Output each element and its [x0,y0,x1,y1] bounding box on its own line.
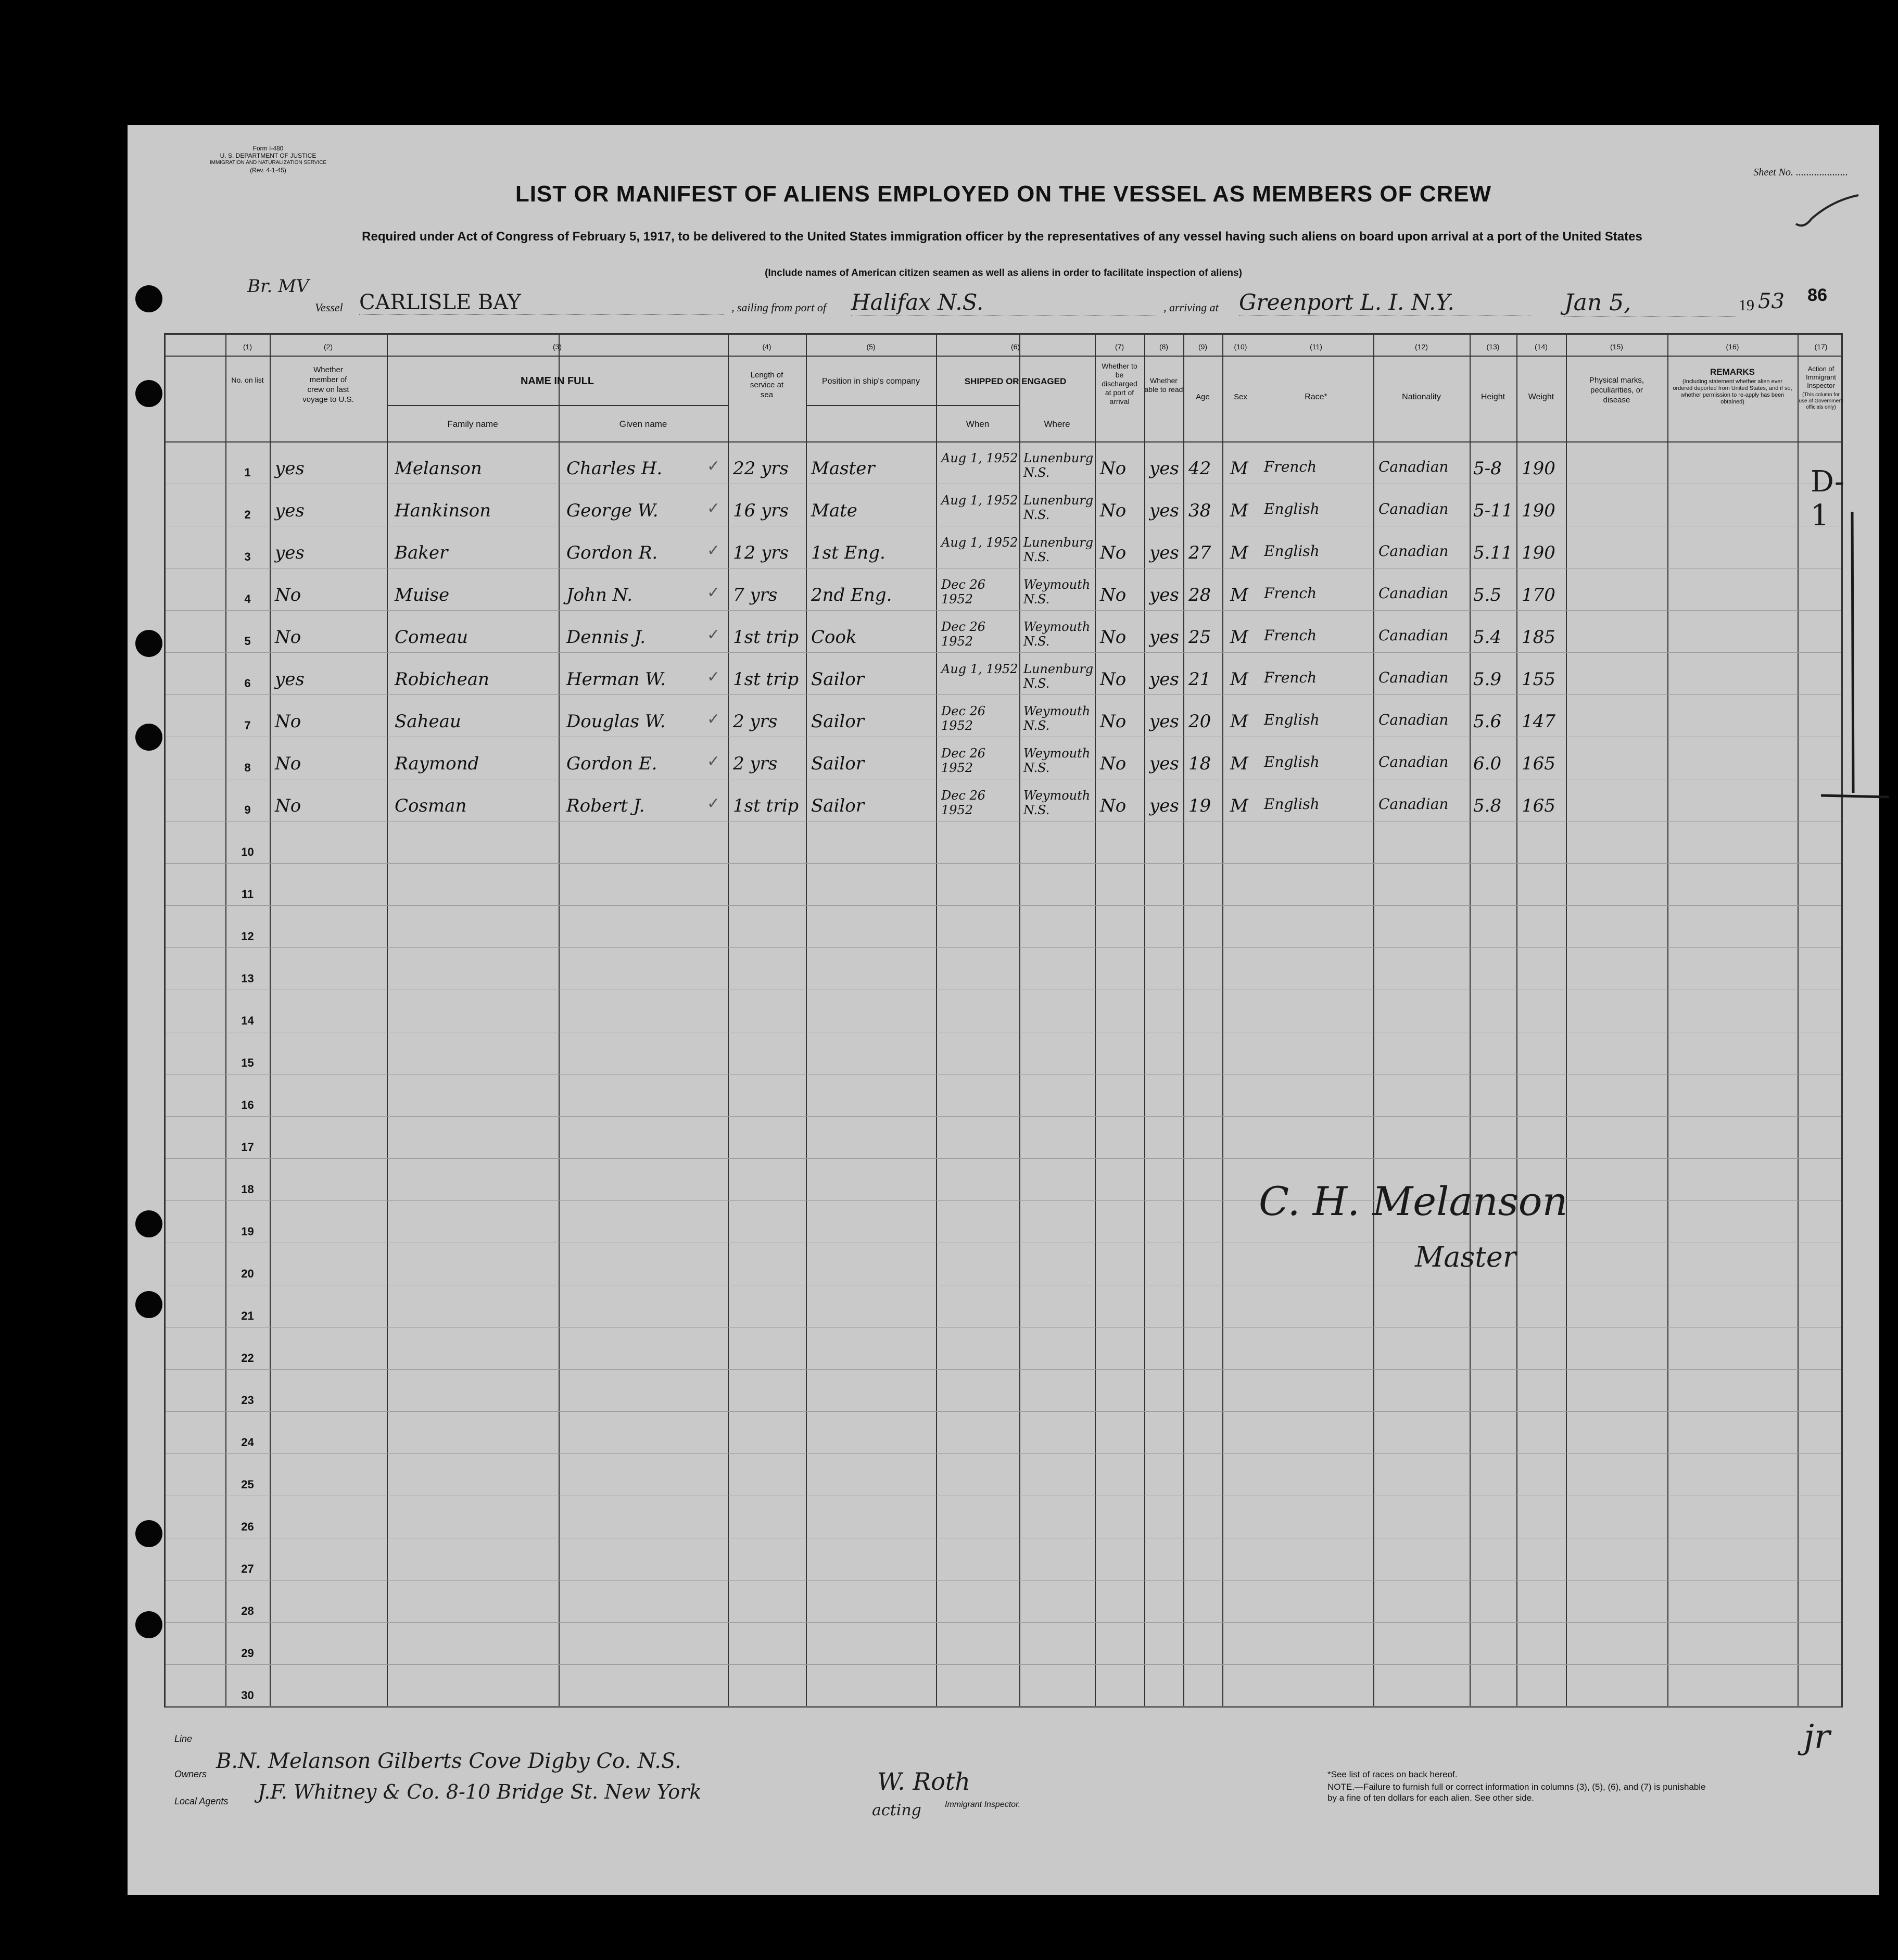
cell-discharged: No [1100,458,1127,479]
sailing-label: , sailing from port of [731,301,826,314]
punch-hole [135,1291,162,1318]
cell-last-voyage: No [275,585,301,605]
cell-discharged: No [1100,627,1127,648]
row-number: 22 [241,1351,254,1364]
row-number: 10 [241,845,254,858]
cell-discharged: No [1100,753,1127,774]
col-label-age: Age [1196,393,1210,401]
cell-position: 2nd Eng. [811,585,892,605]
col-label-where: Where [1044,419,1070,429]
cell-family: Cosman [395,795,467,816]
row-rule [166,610,1841,611]
col-label-given: Given name [619,419,667,429]
row-number: 2 [244,508,251,521]
sheet-number-field: Sheet No. .................... [1753,167,1848,178]
row-number: 1 [244,466,251,479]
cell-service: 2 yrs [733,711,778,732]
col-label-discharged: Whether to be discharged at port of arrival [1102,362,1137,406]
row-number: 8 [244,761,251,774]
cell-position: Sailor [811,795,865,816]
form-identifier [159,145,377,174]
cell-family: Comeau [395,627,469,648]
cell-height: 5.8 [1473,795,1502,816]
cell-height: 6.0 [1473,753,1502,774]
cell-read: yes [1149,669,1179,690]
cell-age: 21 [1188,669,1211,690]
cell-family: Saheau [395,711,461,732]
cell-family: Baker [395,542,448,563]
cell-weight: 185 [1522,627,1555,648]
cell-last-voyage: No [275,753,301,774]
row-rule [166,652,1841,653]
col-num: (2) [323,343,333,351]
col-label-height: Height [1481,393,1505,401]
row-rule [166,1622,1841,1623]
cell-height: 5.5 [1473,585,1502,605]
cell-last-voyage: yes [275,542,305,563]
cell-sex: M [1230,500,1248,521]
cell-race: French [1264,458,1317,475]
col-num: (3) [552,343,562,351]
cell-read: yes [1149,585,1179,605]
cell-sex: M [1230,753,1248,774]
master-title: Master [1415,1241,1516,1273]
row-number: 7 [244,719,251,732]
cell-read: yes [1149,795,1179,816]
cell-race: French [1264,669,1317,686]
arrival-year: 53 [1758,289,1785,313]
cell-nationality: Canadian [1378,542,1449,560]
row-number: 29 [241,1647,254,1660]
checkmark-icon: ✓ [707,794,720,813]
checkmark-icon: ✓ [707,541,720,560]
cell-position: Cook [811,627,857,648]
punch-hole [135,285,162,312]
agents-value: J.F. Whitney & Co. 8-10 Bridge St. New York [258,1780,702,1803]
cell-service: 12 yrs [733,542,789,563]
cell-age: 25 [1188,627,1211,648]
cell-weight: 170 [1522,585,1555,605]
cell-family: Raymond [395,753,479,774]
row-number: 11 [241,888,254,901]
punch-hole [135,1520,162,1547]
corner-initials: jr [1804,1718,1830,1756]
cell-race: English [1264,795,1320,813]
inspector-bracket [1816,512,1898,803]
cell-position: Sailor [811,669,865,690]
cell-height: 5.9 [1473,669,1502,690]
cell-given: Robert J. [566,795,645,816]
col-label-shipped: SHIPPED OR ENGAGED [964,376,1067,386]
cell-read: yes [1149,711,1179,732]
col-num: (7) [1115,343,1124,351]
cell-read: yes [1149,627,1179,648]
cell-when: Aug 1, 1952 [941,493,1018,508]
row-number: 6 [244,677,251,690]
row-rule [166,1664,1841,1665]
cell-when: Aug 1, 1952 [941,451,1018,465]
cell-service: 22 yrs [733,458,789,479]
col-label-remarks: REMARKS [1710,367,1755,377]
cell-height: 5.4 [1473,627,1502,648]
row-rule [166,694,1841,695]
cell-height: 5-8 [1473,458,1502,479]
cell-age: 38 [1188,500,1211,521]
cell-given: Gordon R. [566,542,658,563]
checkmark-icon: ✓ [707,710,720,728]
cell-position: Master [811,458,875,479]
col-num: (6) [1010,343,1020,351]
row-rule [166,947,1841,948]
row-number: 30 [241,1689,254,1702]
row-rule [166,1453,1841,1454]
row-rule [166,1411,1841,1412]
cell-family: Hankinson [395,500,491,521]
punch-hole [135,1210,162,1237]
checkmark-icon: ✓ [707,499,720,517]
cell-weight: 147 [1522,711,1555,732]
cell-last-voyage: No [275,711,301,732]
row-number: 27 [241,1562,254,1575]
cell-weight: 190 [1522,500,1555,521]
col-label-inspector-note: (This column for use of Government officials only) [1799,392,1843,410]
checkmark-icon: ✓ [707,752,720,770]
cell-discharged: No [1100,585,1127,605]
col-label-when: When [966,419,990,429]
cell-discharged: No [1100,542,1127,563]
cell-read: yes [1149,500,1179,521]
checkmark-icon: ✓ [707,457,720,475]
cell-service: 1st trip [733,669,799,690]
form-number: Form I-480 [252,145,284,152]
page-subtitle: Required under Act of Congress of February 5, 1917, to be delivered to the United States immigration officer by the representatives of any vessel having such aliens on board upon arrival at a port of the United States [362,230,1642,244]
cell-service: 1st trip [733,627,799,648]
cell-nationality: Canadian [1378,669,1449,686]
cell-family: Robichean [395,669,489,690]
col-num: (17) [1814,343,1828,351]
row-rule [166,1200,1841,1201]
cell-where: Weymouth N.S. [1023,619,1091,649]
col-label-nationality: Nationality [1402,393,1441,401]
cell-age: 18 [1188,753,1211,774]
manifest-sheet [128,125,1879,1895]
col-num: (9) [1198,343,1208,351]
cell-discharged: No [1100,500,1127,521]
cell-weight: 190 [1522,458,1555,479]
cell-when: Dec 26 1952 [941,746,986,775]
cell-age: 20 [1188,711,1211,732]
row-rule [166,1158,1841,1159]
cell-sex: M [1230,669,1248,690]
cell-sex: M [1230,711,1248,732]
col-num: (8) [1159,343,1169,351]
cell-age: 27 [1188,542,1211,563]
sheet-number: 86 [1807,285,1827,305]
cell-nationality: Canadian [1378,585,1449,602]
cell-race: French [1264,627,1317,644]
cell-sex: M [1230,585,1248,605]
row-number: 13 [241,972,254,985]
cell-race: English [1264,500,1320,517]
cell-given: John N. [566,585,633,605]
cell-given: George W. [566,500,659,521]
cell-last-voyage: yes [275,458,305,479]
cell-discharged: No [1100,669,1127,690]
col-label-sex: Sex [1234,393,1247,401]
cell-when: Dec 26 1952 [941,704,986,733]
col-num: (4) [762,343,771,351]
row-number: 24 [241,1436,254,1449]
master-signature: C. H. Melanson [1259,1178,1568,1224]
col-label-family: Family name [447,419,498,429]
department: U. S. DEPARTMENT OF JUSTICE [220,152,317,159]
row-number: 19 [241,1225,254,1238]
cell-when: Aug 1, 1952 [941,535,1018,550]
cell-weight: 165 [1522,795,1555,816]
cell-given: Douglas W. [566,711,666,732]
checkmark-icon: ✓ [707,584,720,602]
row-number: 18 [241,1183,254,1196]
cell-read: yes [1149,542,1179,563]
punch-hole [135,1611,162,1638]
col-num: (14) [1535,343,1548,351]
year-prefix: 19 [1739,297,1754,314]
row-rule [166,1116,1841,1117]
cell-nationality: Canadian [1378,753,1449,770]
col-label-race: Race* [1305,393,1327,401]
row-rule [166,905,1841,906]
col-label-last-voyage: Whether member of crew on last voyage to U.S. [302,365,354,404]
cell-age: 28 [1188,585,1211,605]
col-label-name: NAME IN FULL [520,375,594,387]
cell-where: Lunenburg N.S. [1023,493,1094,522]
cell-discharged: No [1100,711,1127,732]
cell-when: Dec 26 1952 [941,788,986,817]
punch-hole [135,724,162,751]
cell-read: yes [1149,458,1179,479]
col-label-physical: Physical marks, peculiarities, or disease [1589,376,1644,404]
cell-read: yes [1149,753,1179,774]
races-note: *See list of races on back hereof. [1327,1769,1458,1779]
row-number: 28 [241,1604,254,1617]
cell-height: 5.11 [1473,542,1513,563]
page-title: LIST OR MANIFEST OF ALIENS EMPLOYED ON THE VESSEL AS MEMBERS OF CREW [515,181,1492,207]
col-num: (13) [1486,343,1500,351]
cell-weight: 165 [1522,753,1555,774]
row-number: 3 [244,550,251,563]
cell-when: Aug 1, 1952 [941,662,1018,676]
cell-position: 1st Eng. [811,542,885,563]
owners-label: Owners [174,1769,207,1779]
cell-position: Sailor [811,711,865,732]
row-number: 4 [244,592,251,605]
cell-where: Lunenburg N.S. [1023,662,1094,691]
cell-when: Dec 26 1952 [941,577,986,606]
penalty-note: NOTE.—Failure to furnish full or correct information in columns (3), (5), (6), and (7) is punishable by a fine of ten dollars for each alien. See other side. [1327,1782,1706,1803]
col-num: (5) [866,343,876,351]
inspector-signature: W. Roth [877,1767,970,1795]
inspector-sub: acting [872,1801,921,1819]
col-label-read: Whether able to read [1144,376,1183,394]
col-label-remarks-note: (Including statement whether alien ever ordered deported from United States, and if so, whether permission to re-apply has been obtained) [1673,378,1792,405]
cell-weight: 155 [1522,669,1555,690]
cell-given: Gordon E. [566,753,657,774]
col-label-no: No. on list [231,376,264,384]
line-label: Line [174,1734,193,1744]
cell-where: Lunenburg N.S. [1023,535,1094,564]
row-rule [166,1706,1841,1707]
inspector-action-mark: D-1 [1811,465,1844,533]
arrival-date: Jan 5, [1564,289,1736,317]
row-number: 15 [241,1056,254,1069]
cell-age: 42 [1188,458,1211,479]
cell-last-voyage: yes [275,500,305,521]
cell-race: English [1264,542,1320,560]
vessel-name: CARLISLE BAY [359,290,724,315]
row-number: 5 [244,635,251,648]
cell-height: 5.6 [1473,711,1502,732]
vessel-prefix: Br. MV [247,276,309,297]
cell-position: Sailor [811,753,865,774]
cell-service: 1st trip [733,795,799,816]
cell-position: Mate [811,500,857,521]
cell-given: Charles H. [566,458,663,479]
col-label-weight: Weight [1528,393,1554,401]
cell-nationality: Canadian [1378,500,1449,517]
cell-race: English [1264,711,1320,728]
checkmark-icon: ✓ [707,668,720,686]
cell-age: 19 [1188,795,1211,816]
crew-table [164,333,1843,1708]
cell-last-voyage: No [275,627,301,648]
cell-given: Dennis J. [566,627,646,648]
checkmark-icon: ✓ [707,626,720,644]
cell-sex: M [1230,795,1248,816]
cell-where: Weymouth N.S. [1023,704,1091,733]
cell-where: Lunenburg N.S. [1023,451,1094,480]
col-num: (11) [1310,343,1322,351]
punch-hole [135,380,162,407]
cell-nationality: Canadian [1378,795,1449,813]
arriving-label: , arriving at [1163,301,1219,314]
row-number: 9 [244,803,251,816]
row-number: 23 [241,1394,254,1407]
port-from: Halifax N.S. [851,289,1158,315]
row-number: 16 [241,1098,254,1111]
inspector-label: Immigrant Inspector. [945,1800,1021,1809]
row-number: 17 [241,1141,254,1154]
row-number: 20 [241,1267,254,1280]
vessel-label: Vessel [315,301,343,314]
cell-weight: 190 [1522,542,1555,563]
cell-sex: M [1230,458,1248,479]
col-num: (15) [1610,343,1623,351]
manifest-footer [164,1718,1843,1885]
cell-last-voyage: yes [275,669,305,690]
cell-where: Weymouth N.S. [1023,746,1091,775]
cell-race: English [1264,753,1320,770]
cell-family: Muise [395,585,450,605]
row-rule [166,863,1841,864]
row-number: 21 [241,1309,254,1322]
form-revision: (Rev. 4-1-45) [250,167,286,174]
col-label-inspector: Action of Immigrant Inspector [1806,365,1836,389]
cell-height: 5-11 [1473,500,1513,521]
cell-sex: M [1230,627,1248,648]
col-num: (10) [1234,343,1247,351]
cell-when: Dec 26 1952 [941,619,986,649]
owners-value: B.N. Melanson Gilberts Cove Digby Co. N.S. [216,1749,681,1773]
cell-discharged: No [1100,795,1127,816]
row-number: 14 [241,1014,254,1027]
page-subnote: (Include names of American citizen seamen as well as aliens in order to facilitate inspection of aliens) [765,268,1242,279]
row-number: 12 [241,930,254,943]
cell-service: 2 yrs [733,753,778,774]
cell-where: Weymouth N.S. [1023,577,1091,606]
row-rule [166,1369,1841,1370]
port-to: Greenport L. I. N.Y. [1239,289,1530,315]
punch-hole [135,630,162,657]
col-label-position: Position in ship's company [821,377,920,386]
cell-race: French [1264,585,1317,602]
row-number: 25 [241,1478,254,1491]
cell-nationality: Canadian [1378,458,1449,475]
col-label-service: Length of service at sea [750,371,784,399]
cell-given: Herman W. [566,669,666,690]
cell-nationality: Canadian [1378,711,1449,728]
service: IMMIGRATION AND NATURALIZATION SERVICE [209,160,327,166]
cell-where: Weymouth N.S. [1023,788,1091,817]
col-num: (12) [1415,343,1428,351]
cell-sex: M [1230,542,1248,563]
cell-service: 16 yrs [733,500,789,521]
col-num: (16) [1726,343,1739,351]
cell-nationality: Canadian [1378,627,1449,644]
cell-family: Melanson [395,458,482,479]
col-num: (1) [243,343,252,351]
cell-service: 7 yrs [733,585,778,605]
cell-last-voyage: No [275,795,301,816]
row-number: 26 [241,1520,254,1533]
agents-label: Local Agents [174,1796,229,1806]
